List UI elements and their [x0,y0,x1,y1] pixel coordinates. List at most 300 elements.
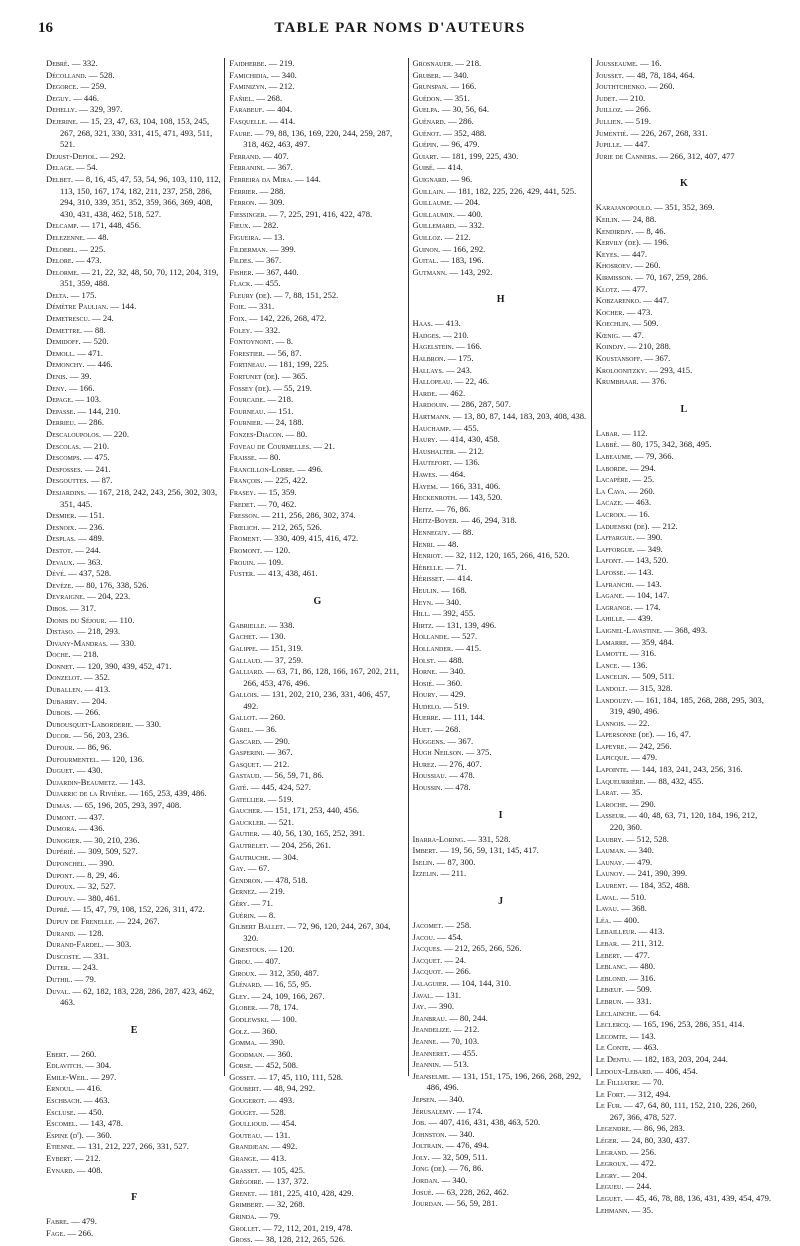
page-references: — 211, 256, 286, 302, 374. [259,510,356,521]
author-name: Gouteau. [229,1129,263,1140]
author-name: Frouin. [229,556,256,567]
page-references: — 493. [266,1095,295,1106]
page-references: — 104, 144, 310. [448,977,511,988]
page-references: — 413, 438, 461. [255,568,318,579]
index-entry [413,655,589,667]
author-name: Derrieu. [46,417,77,428]
index-entry [413,845,589,857]
index-entry [413,562,589,574]
author-name: Fourneau. [229,405,266,416]
index-entry [229,944,405,956]
index-entry [229,81,405,93]
index-entry [229,1002,405,1014]
author-name: Dionis du Séjour. [46,614,107,625]
index-entry [229,863,405,875]
page-references: — 48, 94, 292. [261,1083,315,1094]
author-name: Ernoul. [46,1083,75,1094]
index-entry [413,701,589,713]
page-references: — 390. [426,1001,455,1012]
author-name: Ferreira da Mira. [229,173,293,184]
page-references: — 340. [268,69,297,80]
index-entry [596,439,772,451]
index-entry [413,527,589,539]
index-entry [46,696,222,708]
index-entry [229,487,405,499]
index-entry [46,591,222,603]
page-references: — 137, 372. [263,1176,309,1187]
page-references: — 16, 55, 95. [261,979,312,990]
author-name: Goubert. [229,1083,262,1094]
index-entry [46,1107,222,1119]
index-column [224,58,407,1245]
author-name: Legroux. [595,1158,629,1169]
page-references: — 316. [627,972,656,983]
index-entry [596,486,772,498]
index-entry [229,1118,405,1130]
page-references: — 47. [620,329,644,340]
author-name: Lapeyre. [595,740,627,751]
page-references: — 131. [262,1129,291,1140]
index-entry [229,371,405,383]
page-references: — 477. [621,949,650,960]
author-name: Gautrelet. [229,840,269,850]
index-entry [413,58,589,70]
author-name: Fañiel. [229,92,255,103]
index-entry [413,515,589,527]
author-name: Kocher. [595,306,625,317]
index-entry [229,58,405,70]
index-entry [46,580,222,592]
author-name: Foley. [229,324,253,335]
page-references: — 165, 253, 439, 486. [127,788,207,799]
index-entry [413,1001,589,1013]
page-references: — 40, 56, 130, 165, 252, 391. [259,828,365,839]
index-entry [46,557,222,569]
index-entry [46,1095,222,1107]
author-name: Lacapère. [595,474,631,485]
index-entry [413,457,589,469]
page-references: — 349. [634,543,663,554]
author-name: Forestier. [229,347,265,358]
index-entry [596,1042,772,1054]
page-header [30,14,770,40]
author-name: Gatellier. [229,793,266,804]
page-number: 16 [38,20,53,36]
page-references: — 315, 328. [627,682,673,693]
author-name: Golz. [229,1025,250,1036]
index-entry [596,330,772,342]
author-name: Laffargue. [595,532,635,543]
page-references: — 430. [74,765,103,776]
index-entry [229,1026,405,1038]
page-references: — 19, 56, 59, 131, 145, 417. [437,845,539,856]
page-references: — 450. [75,1106,104,1117]
index-entry [413,434,589,446]
author-name: Guillaumin. [412,208,455,219]
author-name: Gutmann. [412,266,448,277]
page-references: — 471. [75,347,103,358]
page-references: — 340. [440,69,469,80]
author-name: Donzelot. [46,672,83,683]
index-entry [229,1049,405,1061]
index-entry [46,255,222,267]
index-entry [46,615,222,627]
page-references: — 212. [455,445,484,456]
index-entry [46,1165,222,1177]
page-references: — 210. [440,329,469,340]
author-name: Filderman. [229,243,268,254]
page-references: — 297. [88,1071,117,1082]
author-name: Ferrand. [229,150,261,161]
author-name: Hosié. [412,677,435,688]
index-entry [596,463,772,475]
page-references: — 413. [636,926,665,937]
index-entry [413,104,589,116]
page-references: — 171, 448, 456. [78,220,142,231]
author-name: Dejust-Defiol. [46,150,98,161]
index-entry [413,469,589,481]
page-references: — 340. [625,845,654,856]
page-references: — 224, 267. [114,915,160,926]
author-name: Lahille. [595,613,625,624]
index-entry [229,759,405,771]
page-references: — 21, 22, 32, 48, 50, 70, 112, 204, 319, 351, 359, 488. [60,266,219,289]
index-entry [46,765,222,777]
page-references: — 368. [618,903,647,914]
index-entry [413,267,589,279]
page-references: — 367. [264,747,293,758]
author-name: Lance. [595,659,620,670]
page-references: — 352. [82,672,110,683]
page-references: — 16. [626,509,650,519]
author-name: Géry. [229,897,250,908]
author-name: Delobel. [46,243,78,254]
page-references: — 316. [628,648,657,659]
index-entry [596,249,772,261]
page-references: — 76, 86. [446,1163,484,1174]
author-name: Le Fort. [595,1088,626,1099]
author-name: Delorme. [46,266,80,277]
index-entry [596,718,772,730]
author-name: Fontoynont. [229,336,274,347]
index-entry [596,497,772,509]
index-entry [413,724,589,736]
page-references: — 512, 528. [623,833,669,844]
page-references: — 236. [76,521,105,532]
page-references: — 131, 139, 496. [433,619,497,630]
page-references: — 317. [68,602,96,613]
author-name: Larat. [595,787,619,798]
page-references: — 24, 88. [619,213,657,224]
author-name: Guinon. [412,243,441,254]
author-name: Hurez. [412,758,437,769]
index-entry [46,301,222,313]
author-name: Fieux. [229,220,251,231]
author-name: Depasse. [46,405,76,416]
index-entry [46,1060,222,1072]
page-references: — 472. [628,1158,657,1169]
page-references: — 63, 228, 262, 462. [433,1186,509,1197]
author-name: Farabeuf. [229,104,265,115]
index-entry [413,1117,589,1129]
index-column [591,58,774,1215]
page-references: — 429. [437,689,466,700]
index-entry [229,655,405,667]
page-references: — 24, 80, 330, 437. [618,1135,690,1146]
page-references: — 112. [619,427,648,438]
author-name: Lafont. [595,555,624,566]
author-name: Legendre. [595,1123,632,1134]
author-name: Hallopeau. [412,376,453,387]
page-references: — 413. [258,1153,287,1164]
index-entry [46,672,222,684]
page-references: — 143, 520. [623,555,669,566]
index-entry [413,318,589,330]
author-name: Heitz. [412,503,434,514]
index-entry [596,365,772,377]
page-references: — 414. [267,115,296,126]
author-name: Demidoff. [46,336,81,347]
page-references: — 131. [433,989,462,1000]
index-entry [596,237,772,249]
index-entry [229,1211,405,1223]
page-references: — 24. [442,954,466,965]
author-name: Guillaume. [412,197,453,208]
page-references: — 88, 432, 455. [645,775,704,786]
index-entry [413,151,589,163]
author-name: Leclercq. [595,1019,631,1030]
index-entry [596,1205,772,1217]
author-name: Fresson. [229,510,260,521]
author-name: Fiessinger. [229,208,267,219]
page-references: — 24, 188. [262,417,304,428]
author-name: Lapointe. [595,764,629,775]
index-entry [596,151,772,163]
author-name: Démètre Paulian. [46,301,109,312]
page-references: — 151, 171, 253, 440, 456. [262,805,359,816]
index-entry [413,943,589,955]
author-name: Leclainche. [595,1007,638,1018]
author-name: Gaucher. [229,805,263,816]
index-entry [46,81,222,93]
page-references: — 367. [264,162,293,173]
index-entry [596,648,772,660]
index-entry [46,928,222,940]
page-references: — 340. [446,1128,475,1139]
author-name: Frœlich. [229,521,260,532]
index-entry [413,1013,589,1025]
index-entry [46,719,222,731]
author-name: Gauckler. [229,816,266,827]
index-entry [46,1228,222,1240]
page-references: — 46, 294, 318. [458,515,517,526]
page-references: — 413. [432,318,461,329]
author-name: Lebailleur. [595,926,637,937]
page-references: — 120, 390, 439, 452, 471. [74,660,172,671]
index-entry [596,307,772,319]
page-references: — 48. [434,538,459,549]
page-references: — 86, 96, 283. [631,1123,685,1134]
index-entry [46,371,222,383]
page-references: — 416. [74,1083,103,1094]
author-name: Eynard. [46,1164,75,1175]
index-entry [413,1129,589,1141]
index-entry [596,295,772,307]
page-references: — 40, 48, 63, 71, 120, 184, 196, 212, 220, 360. [609,810,758,833]
author-name: Deguy. [46,92,72,103]
section-letter: I [498,809,503,821]
index-entry [413,868,589,880]
index-entry [46,394,222,406]
author-name: Desfosses. [46,463,83,474]
page-references: — 256. [628,1146,657,1157]
page-references: — 260. [626,485,655,496]
page-references: — 39. [67,371,92,382]
author-name: Dubarry. [46,695,80,706]
page-references: — 16. [637,58,662,68]
index-entry [46,104,222,116]
page-references: — 16, 47. [654,729,691,740]
index-entry [46,858,222,870]
author-name: Eschbach. [46,1095,82,1106]
index-entry [229,429,405,441]
author-name: Glénard. [229,979,262,990]
author-name: Desplas. [46,533,77,544]
index-entry [46,162,222,174]
index-entry [596,683,772,695]
index-entry [46,754,222,766]
page-references: — 509. [630,318,659,329]
author-name: Delta. [46,289,69,300]
page-references: — 7, 225, 291, 416, 422, 478. [266,208,373,219]
index-entry [46,174,222,220]
author-name: Espine (d'). [46,1129,84,1140]
author-name: Jullien. [595,115,623,126]
author-name: Ibarra-Loring. [412,833,466,844]
page-references: — 211. [438,868,467,879]
author-name: Dujarric de la Rivière. [46,788,128,799]
author-name: Jouthtchenko. [595,81,647,92]
author-name: Kobzarenko. [595,295,642,306]
author-name: Laqueurrière. [595,775,646,786]
author-name: Javal. [412,989,434,1000]
page-references: — 71. [249,897,273,908]
index-entry [413,550,589,562]
index-entry [596,810,772,833]
author-name: Hauchamp. [412,422,451,433]
index-entry [413,1163,589,1175]
author-name: Dufour. [46,742,75,753]
index-entry [229,441,405,453]
page-references: — 363. [74,556,103,567]
page-references: — 22. [625,717,650,728]
index-entry [413,255,589,267]
page-title: TABLE PAR NOMS D'AUTEURS [274,20,526,36]
author-name: Keilin. [595,213,620,224]
author-name: Fraisse. [229,452,257,463]
index-entry [46,962,222,974]
index-entry [229,840,405,852]
index-entry [46,336,222,348]
page-references: — 47, 64, 80, 111, 152, 210, 226, 260, 267, 366, 478, 527. [609,1100,757,1122]
page-references: — 166, 331, 406. [437,480,501,491]
index-entry [596,272,772,284]
index-entry [229,545,405,557]
index-entry [229,116,405,128]
index-entry [229,747,405,759]
page-references: — 88. [82,324,106,335]
author-name: Dupouy. [46,892,76,903]
page-references: — 276, 407. [436,758,482,769]
author-name: Lebœuf. [595,984,624,995]
author-name: Gouget. [229,1106,258,1117]
page-references: — 55, 219. [271,382,312,393]
page-references: — 8, 29, 46. [74,869,120,880]
index-entry [413,1198,589,1210]
page-references: — 519. [265,793,294,804]
index-entry [413,1048,589,1060]
author-name: Lacaze. [595,497,624,508]
index-entry [413,1094,589,1106]
index-entry [413,978,589,990]
page-references: — 166. [453,341,482,352]
page-references: — 258. [443,920,472,930]
author-name: Gastaud. [229,770,262,781]
author-name: Fournier. [229,417,263,428]
author-name: Guiart. [412,150,439,161]
index-entry [229,852,405,864]
index-entry [596,521,772,533]
page-references: — 304. [83,1060,112,1071]
author-name: Figueira. [229,231,261,242]
page-references: — 352, 488. [441,127,487,138]
index-entry [229,325,405,337]
page-references: — 406, 454. [652,1065,698,1076]
index-entry [46,545,222,557]
author-name: Faure. [229,127,253,138]
page-references: — 399. [267,243,296,254]
page-references: — 226, 267, 268, 331. [628,127,708,138]
page-references: — 260. [257,712,286,723]
author-name: Fasquelle. [229,115,268,126]
page-references: — 463. [623,497,652,508]
index-entry [596,961,772,973]
index-entry [229,301,405,313]
author-name: Dumora. [46,823,77,834]
index-entry [596,226,772,238]
author-name: Jeanbrau. [412,1012,447,1023]
page-references: — 528. [257,1106,286,1117]
author-name: Guédon. [412,92,442,103]
author-name: Duguet. [46,765,75,776]
author-name: Dunogier. [46,834,82,845]
page-references: — 218. [70,649,99,660]
page-references: — 455. [450,422,479,433]
author-name: Jurie de Canners. [595,150,658,161]
index-entry [596,868,772,880]
index-entry [413,492,589,504]
page-references: — 32, 527. [75,881,116,892]
author-name: Jérusalemy. [412,1105,455,1116]
page-references: — 219. [266,58,295,68]
page-references: — 182, 183, 203, 204, 244. [631,1053,728,1064]
author-name: Gay. [229,863,246,874]
author-name: Laval. [595,891,619,902]
author-name: Desmier. [46,510,77,521]
page-references: — 136. [451,457,480,468]
author-name: Juilloz. [595,104,623,115]
author-name: Grinda. [229,1211,257,1221]
